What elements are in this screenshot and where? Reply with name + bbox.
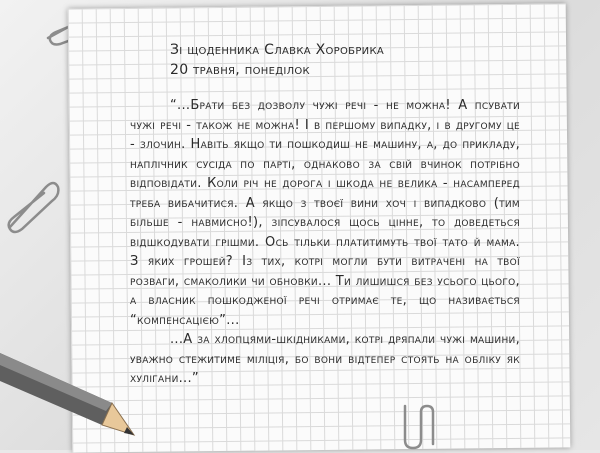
diary-title: Зі щоденника Славка Хоробрика xyxy=(170,42,384,58)
pencil-icon xyxy=(0,345,140,440)
paperclip-bottom-right xyxy=(395,400,445,450)
diary-date: 20 травня, понеділок xyxy=(170,62,310,78)
diary-paragraph-2: ...А за хлопцями-шкідниками, котрі дряпали чужі машини, уважно стежитиме міліція, бо вони відтепер стоять на обліку як хулігани...” xyxy=(130,332,520,386)
diary-paragraph-1: “...Брати без дозволу чужі речі - не можна! А псувати чужі речі - також не можна! І в першому випадку, і в другому це - злочин. Навіть якщо ти пошкодиш не машину, а, до прикладу, наплічник сусіда по парті, однаково за свій вчинок потрібно відповідати. Коли річ не дорога і шкода не велика - насамперед треба вибачитися. А якщо з твоєї вини хоч і випадково (тим більше - навмисно!), зіпсувалося щось цінне, то доведеться відшкодувати грішми. Ось тільки платитимуть твої тато й мама. З яких грошей? Із тих, котрі могли бути витрачені на твої розваги, смаколики чи обновки... Ти лишишся без усього цього, а власник пошкодженої речі отримає те, що називається “компенсацією”... xyxy=(130,98,520,328)
diary-text xyxy=(130,40,520,389)
paperclip-left xyxy=(0,175,60,235)
diary-heading xyxy=(130,40,520,80)
